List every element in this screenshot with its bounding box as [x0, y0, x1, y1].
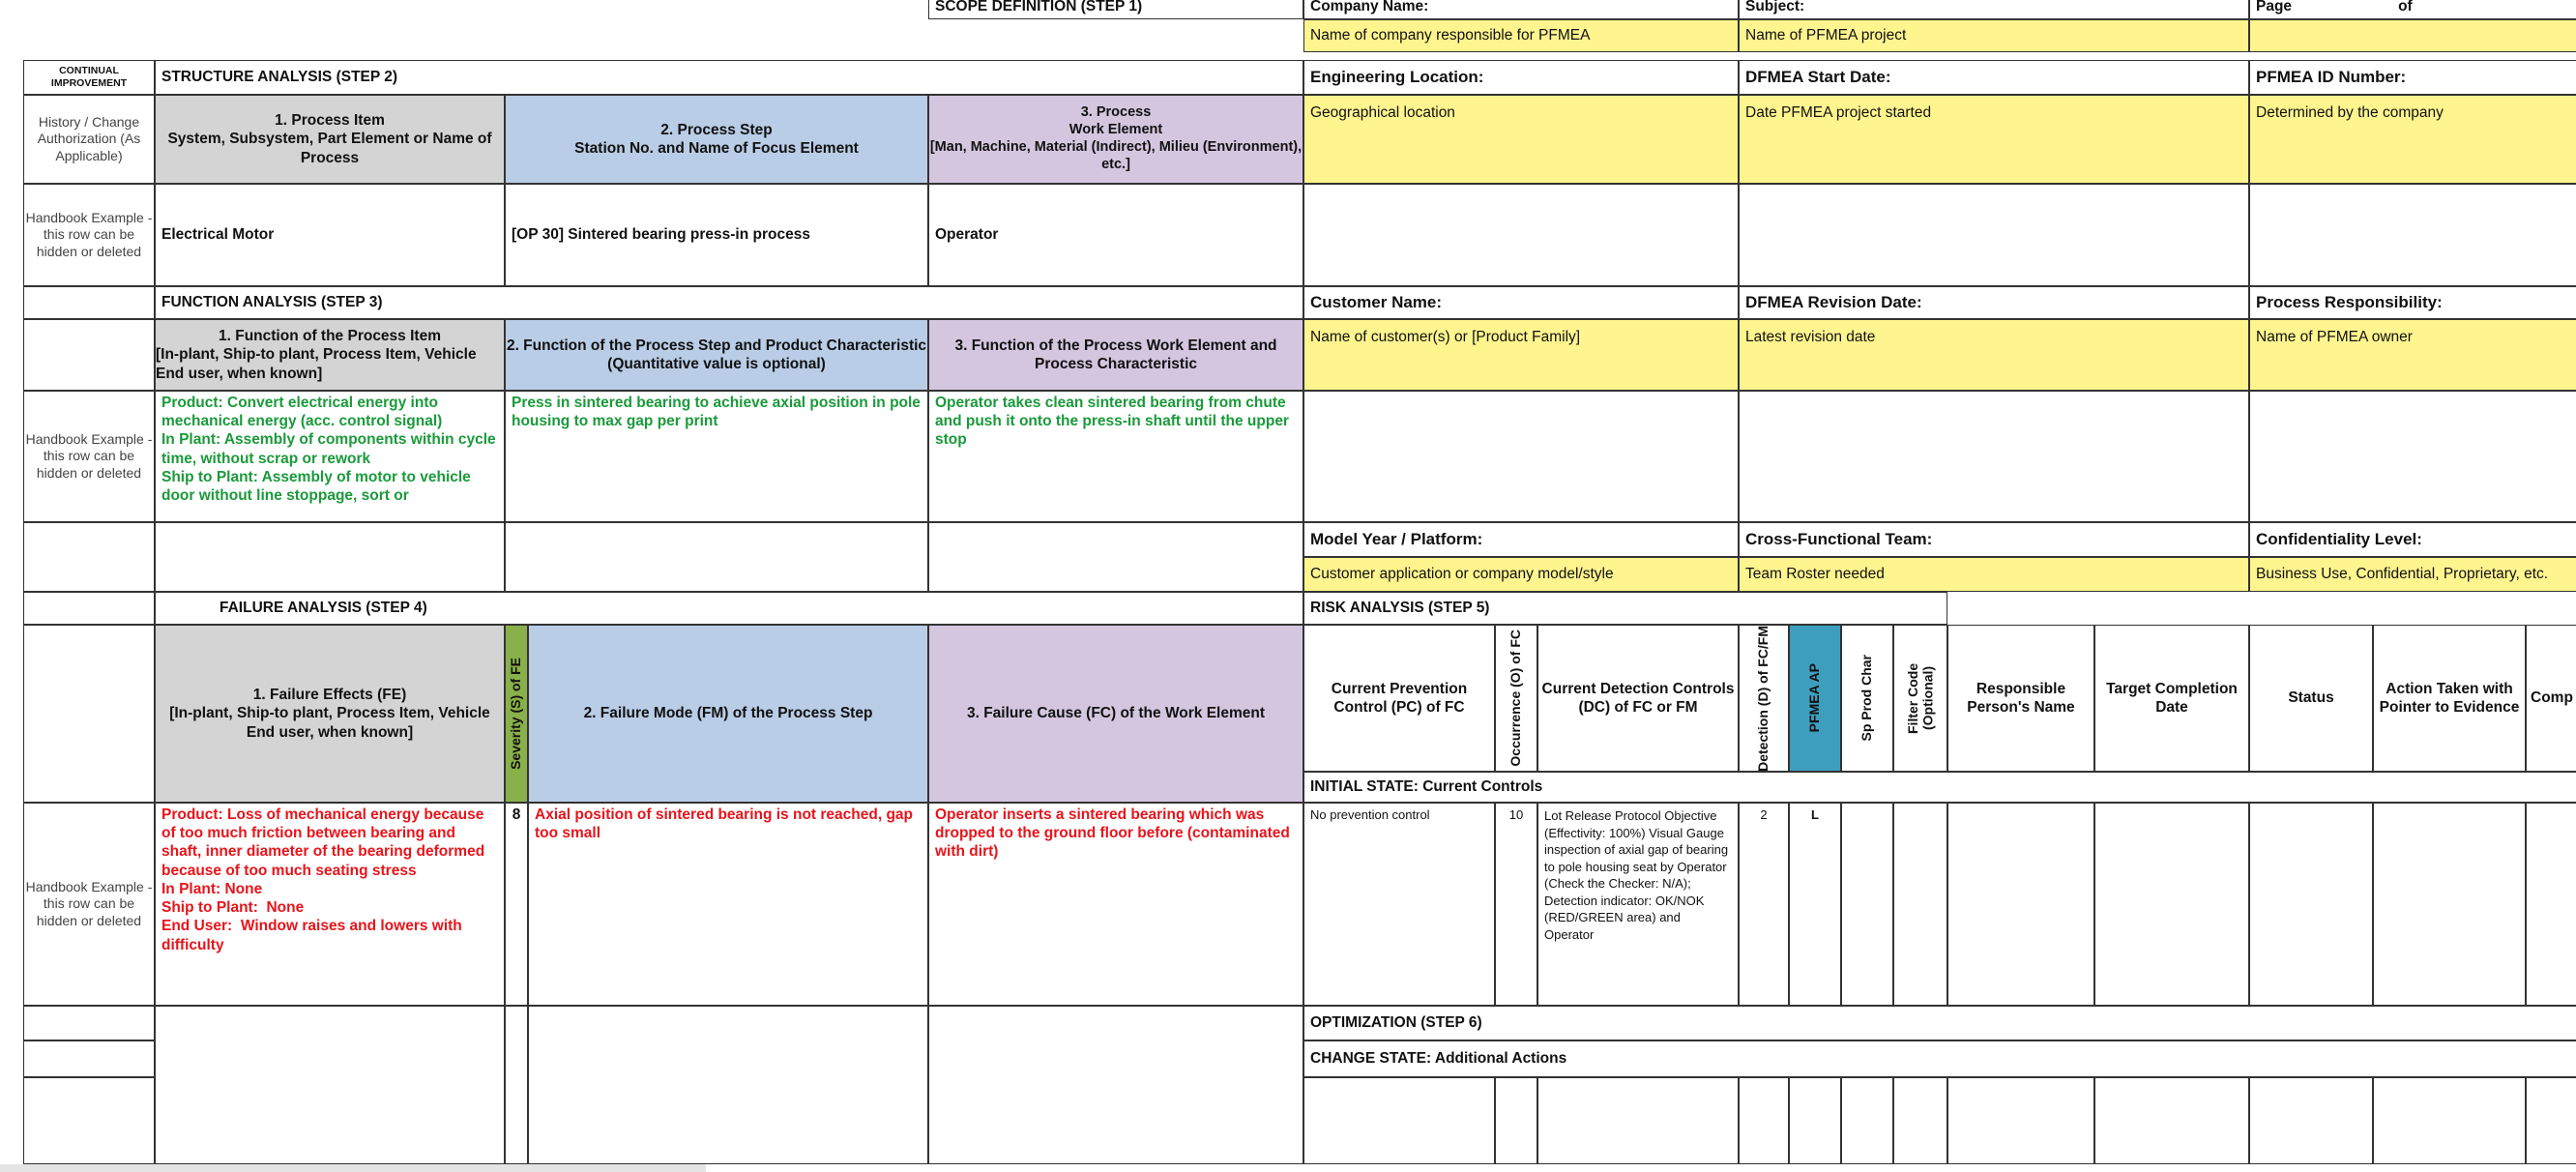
risk-col-completion: Comp: [2526, 625, 2576, 772]
optimization-cell[interactable]: [1303, 1077, 1495, 1164]
handbook-example-note: Handbook Example - this row can be hidden or deleted: [23, 803, 155, 1006]
risk-example-filter-code[interactable]: [1893, 803, 1947, 1006]
process-responsibility-value[interactable]: Name of PFMEA owner: [2249, 319, 2576, 391]
function-col-work-element: 3. Function of the Process Work Element and Process Characteristic: [928, 319, 1303, 391]
failure-example-mode[interactable]: Axial position of sintered bearing is not reached, gap too small: [528, 803, 928, 1006]
function-analysis-title: FUNCTION ANALYSIS (STEP 3): [155, 286, 1303, 319]
risk-col-pfmea-ap: [1789, 625, 1841, 772]
customer-name-value[interactable]: Name of customer(s) or [Product Family]: [1303, 319, 1739, 391]
function-example-work-element[interactable]: Operator takes clean sintered bearing from chute and push it onto the press-in shaft until the upper stop: [928, 391, 1303, 522]
risk-col-detection: [1739, 625, 1789, 772]
optimization-cell[interactable]: [1893, 1077, 1947, 1164]
blank-cell: [1947, 592, 2576, 625]
optimization-cell[interactable]: [2249, 1077, 2373, 1164]
blank-cell: [528, 1006, 928, 1164]
risk-example-status[interactable]: [2249, 803, 2373, 1006]
risk-example-target-date[interactable]: [2094, 803, 2249, 1006]
header-blank-cell: [1739, 391, 2249, 522]
severity-header: [505, 625, 528, 803]
optimization-cell[interactable]: [2094, 1077, 2249, 1164]
model-year-value[interactable]: Customer application or company model/style: [1303, 557, 1739, 592]
header-blank-cell: [1303, 391, 1739, 522]
risk-col-occurrence: [1495, 625, 1537, 772]
structure-example-process-item[interactable]: Electrical Motor: [155, 184, 505, 286]
structure-col-process-step: [505, 95, 928, 184]
failure-col-mode: 2. Failure Mode (FM) of the Process Step: [528, 625, 928, 803]
handbook-example-note: Handbook Example - this row can be hidden or deleted: [23, 391, 155, 522]
risk-example-ap[interactable]: L: [1789, 803, 1841, 1006]
risk-example-prevention[interactable]: No prevention control: [1303, 803, 1495, 1006]
detection-label: Detection (D) of FC/FM: [1755, 625, 1771, 772]
structure-col2-title: 2. Process Step: [660, 121, 773, 138]
structure-example-work-element[interactable]: Operator: [928, 184, 1303, 286]
failure-analysis-title: FAILURE ANALYSIS (STEP 4): [155, 592, 1303, 625]
risk-example-occurrence[interactable]: 10: [1495, 803, 1537, 1006]
risk-col-prevention: Current Prevention Control (PC) of FC: [1303, 625, 1495, 772]
of-label: of: [2398, 0, 2413, 15]
blank-cell: [505, 1006, 528, 1164]
change-state-row: CHANGE STATE: Additional Actions: [1303, 1040, 2576, 1077]
risk-col-action-taken: Action Taken with Pointer to Evidence: [2373, 625, 2526, 772]
optimization-cell[interactable]: [2526, 1077, 2576, 1164]
failure-example-severity[interactable]: 8: [505, 803, 528, 1006]
side-blank-cell: [23, 286, 155, 319]
dfmea-start-date-label: DFMEA Start Date:: [1739, 60, 2249, 95]
pfmea-id-value[interactable]: Determined by the company: [2249, 95, 2576, 184]
structure-col1-sub: System, Subsystem, Part Element or Name of Process: [167, 131, 492, 166]
risk-example-detection-controls[interactable]: Lot Release Protocol Objective (Effectivity: 100%) Visual Gauge inspection of axial gap of bearing to pole housing seat by Operator (Check the Checker: N/A); Detection indicator: OK/NOK (RED/GREEN area) and Operator: [1537, 803, 1739, 1006]
risk-example-detection[interactable]: 2: [1739, 803, 1789, 1006]
structure-col-process-item: [155, 95, 505, 184]
blank-cell: [155, 522, 505, 592]
blank-cell: [928, 522, 1303, 592]
blank-cell: [928, 1006, 1303, 1164]
side-blank-cell: [23, 625, 155, 803]
risk-example-responsible[interactable]: [1947, 803, 2094, 1006]
structure-col1-title: 1. Process Item: [275, 112, 385, 130]
risk-col-target-date: Target Completion Date: [2094, 625, 2249, 772]
function-col2-sub: (Quantitative value is optional): [607, 356, 826, 372]
pfmea-id-label: PFMEA ID Number:: [2249, 60, 2576, 95]
horizontal-scrollbar[interactable]: [0, 1164, 706, 1172]
engineering-location-value[interactable]: Geographical location: [1303, 95, 1739, 184]
initial-state-row: INITIAL STATE: Current Controls: [1303, 772, 2576, 803]
page-counter: [2249, 0, 2576, 19]
subject-value[interactable]: Name of PFMEA project: [1739, 19, 2249, 52]
dfmea-start-date-value[interactable]: Date PFMEA project started: [1739, 95, 2249, 184]
optimization-cell[interactable]: [1841, 1077, 1893, 1164]
function-col-process-item: [155, 319, 505, 391]
function-col2-title: 2. Function of the Process Step and Product Characteristic: [506, 337, 927, 354]
cross-functional-team-label: Cross-Functional Team:: [1739, 522, 2249, 557]
function-col-process-step: [505, 319, 928, 391]
function-col1-title: 1. Function of the Process Item: [219, 328, 441, 345]
risk-example-action-taken[interactable]: [2373, 803, 2526, 1006]
failure-example-effects[interactable]: Product: Loss of mechanical energy because of too much friction between bearing and shaft, inner diameter of the bearing deformed because of too much seating stress In Plant: None Ship to Plant: None End User: Window raises and lowers with difficulty: [155, 803, 505, 1006]
model-year-label: Model Year / Platform:: [1303, 522, 1739, 557]
engineering-location-label: Engineering Location:: [1303, 60, 1739, 95]
structure-analysis-title: STRUCTURE ANALYSIS (STEP 2): [155, 60, 1303, 95]
structure-col3-title: 3. Process: [1080, 104, 1152, 121]
failure-col1-title: 1. Failure Effects (FE): [252, 687, 407, 704]
cross-functional-team-value[interactable]: Team Roster needed: [1739, 557, 2249, 592]
dfmea-revision-date-value[interactable]: Latest revision date: [1739, 319, 2249, 391]
side-blank-cell: [23, 319, 155, 391]
side-blank-cell: [23, 1040, 155, 1077]
risk-col-sp-prod-char: [1841, 625, 1893, 772]
failure-col-effects: [155, 625, 505, 803]
confidentiality-value[interactable]: Business Use, Confidential, Proprietary, etc.: [2249, 557, 2576, 592]
risk-col-status: Status: [2249, 625, 2373, 772]
optimization-cell[interactable]: [1947, 1077, 2094, 1164]
continual-improvement-label: CONTINUAL IMPROVEMENT: [23, 60, 155, 95]
side-blank-cell: [23, 522, 155, 592]
optimization-cell[interactable]: [1789, 1077, 1841, 1164]
risk-example-completion[interactable]: [2526, 803, 2576, 1006]
severity-label: Severity (S) of FE: [508, 658, 524, 770]
blank-cell: [155, 1006, 505, 1164]
filter-code-label: Filter Code (Optional): [1904, 662, 1935, 734]
subject-label: Subject:: [1739, 0, 2249, 19]
confidentiality-label: Confidentiality Level:: [2249, 522, 2576, 557]
risk-analysis-title: RISK ANALYSIS (STEP 5): [1303, 592, 1947, 625]
structure-col3-sub2: [Man, Machine, Material (Indirect), Milieu (Environment), etc.]: [929, 139, 1303, 172]
optimization-title: OPTIMIZATION (STEP 6): [1303, 1006, 2576, 1040]
optimization-cell[interactable]: [1739, 1077, 1789, 1164]
page-label: Page: [2256, 0, 2293, 15]
company-name-value[interactable]: Name of company responsible for PFMEA: [1303, 19, 1739, 52]
risk-col-detection-controls: Current Detection Controls (DC) of FC or FM: [1537, 625, 1739, 772]
structure-col-work-element: [928, 95, 1303, 184]
optimization-cell[interactable]: [2373, 1077, 2526, 1164]
optimization-cell[interactable]: [1537, 1077, 1739, 1164]
side-blank-cell: [23, 1006, 155, 1040]
structure-col3-sub1: Work Element: [1068, 122, 1163, 138]
company-name-label: Company Name:: [1303, 0, 1739, 19]
header-blank-cell: [2249, 391, 2576, 522]
customer-name-label: Customer Name:: [1303, 286, 1739, 319]
scope-definition-title: SCOPE DEFINITION (STEP 1): [928, 0, 1303, 19]
sp-prod-char-label: Sp Prod Char: [1859, 655, 1875, 742]
structure-col2-sub: Station No. and Name of Focus Element: [574, 140, 859, 157]
dfmea-revision-date-label: DFMEA Revision Date:: [1739, 286, 2249, 319]
failure-col-cause: 3. Failure Cause (FC) of the Work Element: [928, 625, 1303, 803]
process-responsibility-label: Process Responsibility:: [2249, 286, 2576, 319]
function-example-process-item[interactable]: Product: Convert electrical energy into mechanical energy (acc. control signal) In Plant: Assembly of components within cycle time, without scrap or rework Ship to Plant: Assembly of motor to vehicle door without line stoppage, sort or: [155, 391, 505, 522]
function-col1-sub: [In-plant, Ship-to plant, Process Item, Vehicle End user, when known]: [156, 346, 477, 382]
risk-col-responsible: Responsible Person's Name: [1947, 625, 2094, 772]
failure-col1-sub: [In-plant, Ship-to plant, Process Item, Vehicle End user, when known]: [169, 705, 490, 741]
occurrence-label: Occurrence (O) of FC: [1508, 630, 1524, 767]
structure-example-process-step[interactable]: [OP 30] Sintered bearing press-in process: [505, 184, 928, 286]
side-blank-cell: [23, 1077, 155, 1164]
page-value[interactable]: [2249, 19, 2576, 52]
pfmea-ap-label: PFMEA AP: [1806, 663, 1823, 733]
handbook-example-note: Handbook Example - this row can be hidden or deleted: [23, 184, 155, 286]
side-blank-cell: [23, 592, 155, 625]
function-example-process-step[interactable]: Press in sintered bearing to achieve axial position in pole housing to max gap per print: [505, 391, 928, 522]
failure-example-cause[interactable]: Operator inserts a sintered bearing which was dropped to the ground floor before (contaminated with dirt): [928, 803, 1303, 1006]
header-blank-cell: [1739, 184, 2249, 286]
header-blank-cell: [1303, 184, 1739, 286]
risk-example-sp-prod-char[interactable]: [1841, 803, 1893, 1006]
header-blank-cell: [2249, 184, 2576, 286]
optimization-cell[interactable]: [1495, 1077, 1537, 1164]
risk-col-filter-code: [1893, 625, 1947, 772]
blank-cell: [505, 522, 928, 592]
history-change-authorization: History / Change Authorization (As Applicable): [23, 95, 155, 184]
